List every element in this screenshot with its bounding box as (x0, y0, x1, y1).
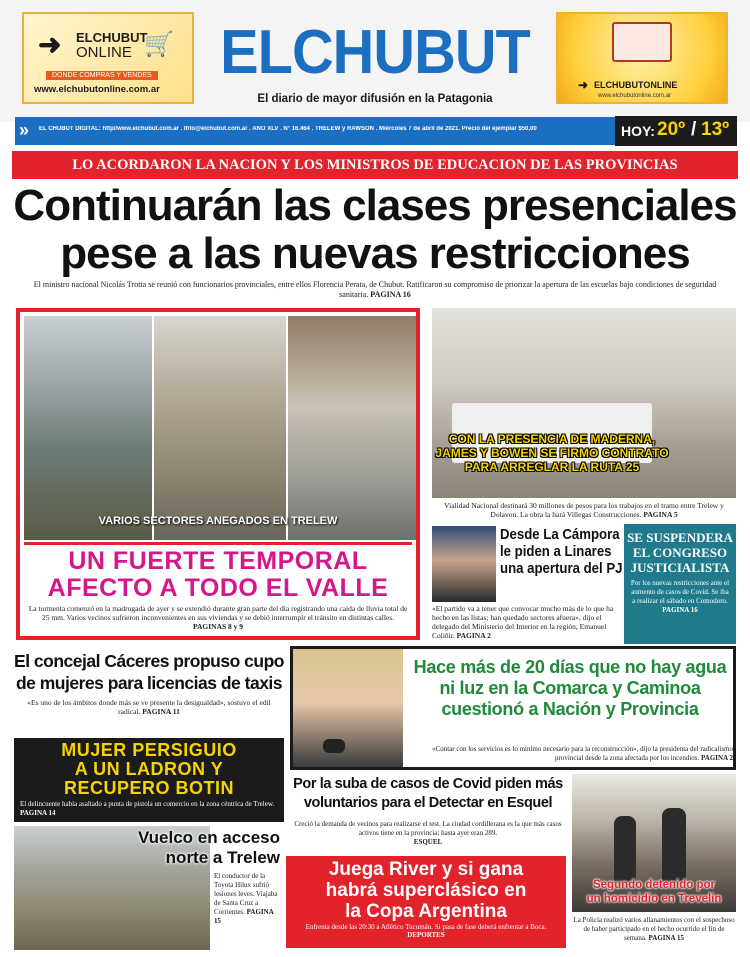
police-figure (614, 816, 636, 886)
lead-kicker[interactable] (12, 151, 738, 179)
taxis-headline[interactable] (14, 650, 284, 694)
mujer-body-text: El delincuente había asaltado a punta de pistola un comercio en la zona céntrica de Trelew. (20, 800, 275, 808)
lead-kicker-text: LO ACORDARON LA NACION Y LOS MINISTROS DE EDUCACION DE LAS PROVINCIAS (72, 157, 678, 173)
lead-headline-line-2[interactable]: pese a las nuevas restricciones (60, 229, 690, 278)
campora-photo[interactable] (432, 526, 496, 602)
congreso-box[interactable] (624, 524, 736, 644)
storm-block[interactable] (16, 308, 420, 640)
campora-headline-line-1: Desde La Cámpora (500, 526, 620, 543)
taxis-body (20, 698, 278, 716)
vuelco-headline-line-2: norte a Trelew (165, 848, 280, 867)
congreso-headline-line-2: EL CONGRESO (632, 545, 728, 560)
congreso-headline-line-1: SE SUSPENDERA (627, 530, 733, 545)
agua-body (407, 745, 733, 763)
taxis-page-ref: PAGINA 11 (142, 707, 180, 716)
vuelco-body-text: El conductor de la Toyota Hilux sufrió lesiones leves. Viajaba de Santa Cruz a Corrientes. (214, 872, 278, 916)
agua-headline-line-2: ni luz en la Comarca y Caminoa (439, 678, 701, 698)
homicidio-headline (572, 878, 736, 906)
covid-headline-line-2: voluntarios para el Detectar en Esquel (303, 795, 553, 811)
congreso-page-ref: PAGINA 16 (662, 606, 698, 614)
ad-left-tagline: DONDE COMPRAS Y VENDES (46, 71, 158, 80)
river-body (294, 923, 558, 939)
river-headline-line-3: la Copa Argentina (345, 901, 507, 922)
ruta-overlay (432, 432, 672, 474)
congreso-body-text: Por los nuevas restricciones ante el aumento de casos de Covid. Se iba a realizar el sábado en Comodoro. (630, 579, 730, 605)
campora-headline[interactable] (500, 526, 623, 577)
info-bar (15, 117, 735, 145)
cart-icon: 🛒 (144, 31, 174, 58)
river-box[interactable] (286, 856, 566, 948)
river-headline (286, 859, 566, 922)
ad-right[interactable] (556, 12, 728, 104)
agua-page-ref: PAGINA 2 (701, 754, 733, 762)
temp-max: 20º (657, 119, 686, 140)
taxis-headline-line-1: El concejal Cáceres propuso cupo (14, 651, 284, 671)
ad-left[interactable] (22, 12, 194, 104)
river-headline-line-1: Juega River y si gana (328, 859, 524, 880)
arrow-icon: ➜ (38, 29, 62, 60)
agua-headline-line-1: Hace más de 20 días que no hay agua (413, 657, 727, 677)
agua-photo (293, 649, 403, 767)
ad-right-brand: ELCHUBUTONLINE (594, 80, 678, 90)
storm-headline-box (24, 542, 412, 602)
newspaper-logo[interactable] (198, 18, 552, 88)
homicidio-photo[interactable] (572, 774, 736, 912)
ruta-page-ref: PAGINA 5 (643, 510, 678, 519)
campora-page-ref: PAGINA 2 (456, 631, 491, 640)
lead-headline-line-1[interactable]: Continuarán las clases presenciales (13, 181, 737, 230)
ad-left-brand-bottom: ONLINE (76, 44, 132, 61)
mujer-headline-line-3: RECUPERO BOTIN (63, 778, 234, 798)
campora-body-text: «El partido va a tener que convocar mucho más de lo que ha hecho en las listas; han quedado sectores afuera», dijo el delegado del Ministerio del Interior en la región, Emanuel Coliñir. (432, 604, 614, 640)
ruta-caption (432, 501, 736, 519)
campora-headline-line-3: una apertura del PJ (500, 560, 623, 577)
storm-headline-line-1[interactable]: UN FUERTE TEMPORAL (68, 547, 368, 575)
taxis-body-text: «Es uno de los ámbitos donde más se ve presente la desigualdad», sostuvo el edil radical. (27, 698, 271, 716)
covid-body (290, 820, 566, 847)
homicidio-headline-line-1: Segundo detenido por (592, 879, 716, 891)
ruta-overlay-line-1: CON LA PRESENCIA DE MADERNA, (448, 432, 656, 446)
vuelco-body (214, 872, 282, 926)
ad-right-url[interactable]: www.elchubutonline.com.ar (598, 93, 672, 99)
mujer-headline-line-2: A UN LADRON Y (74, 759, 224, 779)
river-headline-line-2: habrá superclásico en (325, 880, 527, 901)
ruta-caption-text: Vialidad Nacional destinará 30 millones de pesos para los trabajos en el tramo entre Trelew y Dolavon. La obra la hará Villegas Construcciones. (444, 501, 724, 519)
logo-text: ELCHUBUT (220, 18, 530, 87)
congreso-headline (624, 530, 736, 575)
storm-body-text: La tormenta comenzó en la madrugada de ayer y se extendió durante gran parte del día registrando una caída de lluvia total de 25 mm. Varios vecinos sufrieron inconvenientes en sus viviendas y se debió interrumpir el tránsito en distintas calles. (28, 604, 408, 622)
lead-summary-text: El ministro nacional Nicolás Trotta se reunió con funcionarios provinciales, entre ellos Florencia Perata, de Chubut. Ratificaron su compromiso de priorizar la apertura de las escuelas bajo condiciones de seguridad sanitaria. (33, 280, 717, 299)
weather-box (615, 116, 737, 146)
river-page-ref: DEPORTES (407, 931, 445, 939)
agua-block[interactable] (290, 646, 736, 770)
storm-photo-caption: VARIOS SECTORES ANEGADOS EN TRELEW (98, 515, 338, 527)
agua-headline (405, 657, 735, 720)
weather-label: HOY: (621, 123, 655, 139)
homicidio-body (572, 916, 736, 943)
covid-headline[interactable] (288, 775, 568, 813)
storm-photo-3 (288, 316, 416, 540)
taxis-headline-line-2: de mujeres para licencias de taxis (15, 673, 283, 693)
homicidio-headline-line-2: un homicidio en Trevelin (586, 893, 722, 905)
lead-page-ref: PAGINA 16 (370, 290, 411, 299)
storm-headline-line-2[interactable]: AFECTO A TODO EL VALLE (47, 574, 389, 602)
river-body-text: Enfrenta desde las 20:30 a Atlético Tucumán. Si pasa de fase deberá enfrentar a Boca. (305, 923, 547, 931)
mujer-headline-line-1: MUJER PERSIGUIO (61, 740, 237, 760)
mujer-page-ref: PAGINA 14 (20, 809, 56, 817)
covid-page-ref: ESQUEL (413, 838, 443, 846)
mujer-headline (14, 741, 284, 798)
lead-summary (20, 280, 730, 300)
covid-headline-line-1: Por la suba de casos de Covid piden más (293, 776, 563, 792)
ruta-photo[interactable] (432, 308, 736, 498)
covid-body-text: Creció la demanda de vecinos para realizarse el test. La ciudad cordillerana es la que más casos activos tiene en la provincia; hasta ayer eran 289. (294, 820, 562, 837)
storm-photo-1 (24, 316, 152, 540)
ruta-overlay-line-3: PARA ARREGLAR LA RUTA 25 (464, 460, 640, 474)
microphone-icon (323, 739, 345, 753)
storefront-icon (612, 22, 672, 62)
campora-headline-line-2: le piden a Linares (500, 543, 612, 560)
storm-page-ref: PAGINAS 8 y 9 (192, 622, 244, 631)
storm-body (28, 604, 408, 631)
ad-left-brand-top: ELCHUBUT (76, 30, 148, 45)
police-figure (662, 808, 686, 886)
campora-body (432, 604, 618, 640)
mujer-body (20, 800, 278, 818)
masthead-slogan: El diario de mayor difusión en la Patagonia (257, 93, 493, 105)
mujer-box[interactable] (14, 738, 284, 822)
temp-separator: / (691, 119, 697, 140)
vuelco-headline[interactable] (90, 828, 280, 868)
homicidio-page-ref: PAGINA 15 (648, 934, 684, 942)
agua-body-text: «Contar con los servicios es lo mínimo necesario para la reconstrucción», dijo la presidenta del radicalismo provincial desde la zona afectada por los incendios. (432, 745, 733, 762)
congreso-headline-line-3: JUSTICIALISTA (630, 560, 730, 575)
vuelco-headline-line-1: Vuelco en acceso (137, 828, 280, 847)
double-chevron-icon: » (19, 120, 30, 140)
storm-photo-2 (154, 316, 286, 540)
vuelco-page-ref: PAGINA 15 (214, 908, 274, 925)
temp-min: 13º (701, 119, 730, 140)
info-bar-text: EL CHUBUT DIGITAL: http//www.elchubut.com.ar . lfrlo@elchubut.com.ar . AÑO XLV . Nº 16.464 . TRELEW y RAWSON . Miércoles 7 de abril de 2021. Precio del ejemplar $50,00 (39, 126, 537, 132)
arrow-icon: ➜ (578, 78, 589, 92)
agua-headline-line-3: cuestionó a Nación y Provincia (441, 699, 699, 719)
congreso-body (630, 579, 730, 615)
ad-left-url[interactable]: www.elchubutonline.com.ar (34, 84, 160, 95)
homicidio-body-text: La Policía realizó varios allanamientos con el sospechoso de haber participado en el hecho ocurrido el fin de semana. (573, 916, 735, 942)
ruta-overlay-line-2: JAMES Y BOWEN SE FIRMO CONTRATO (435, 446, 669, 460)
